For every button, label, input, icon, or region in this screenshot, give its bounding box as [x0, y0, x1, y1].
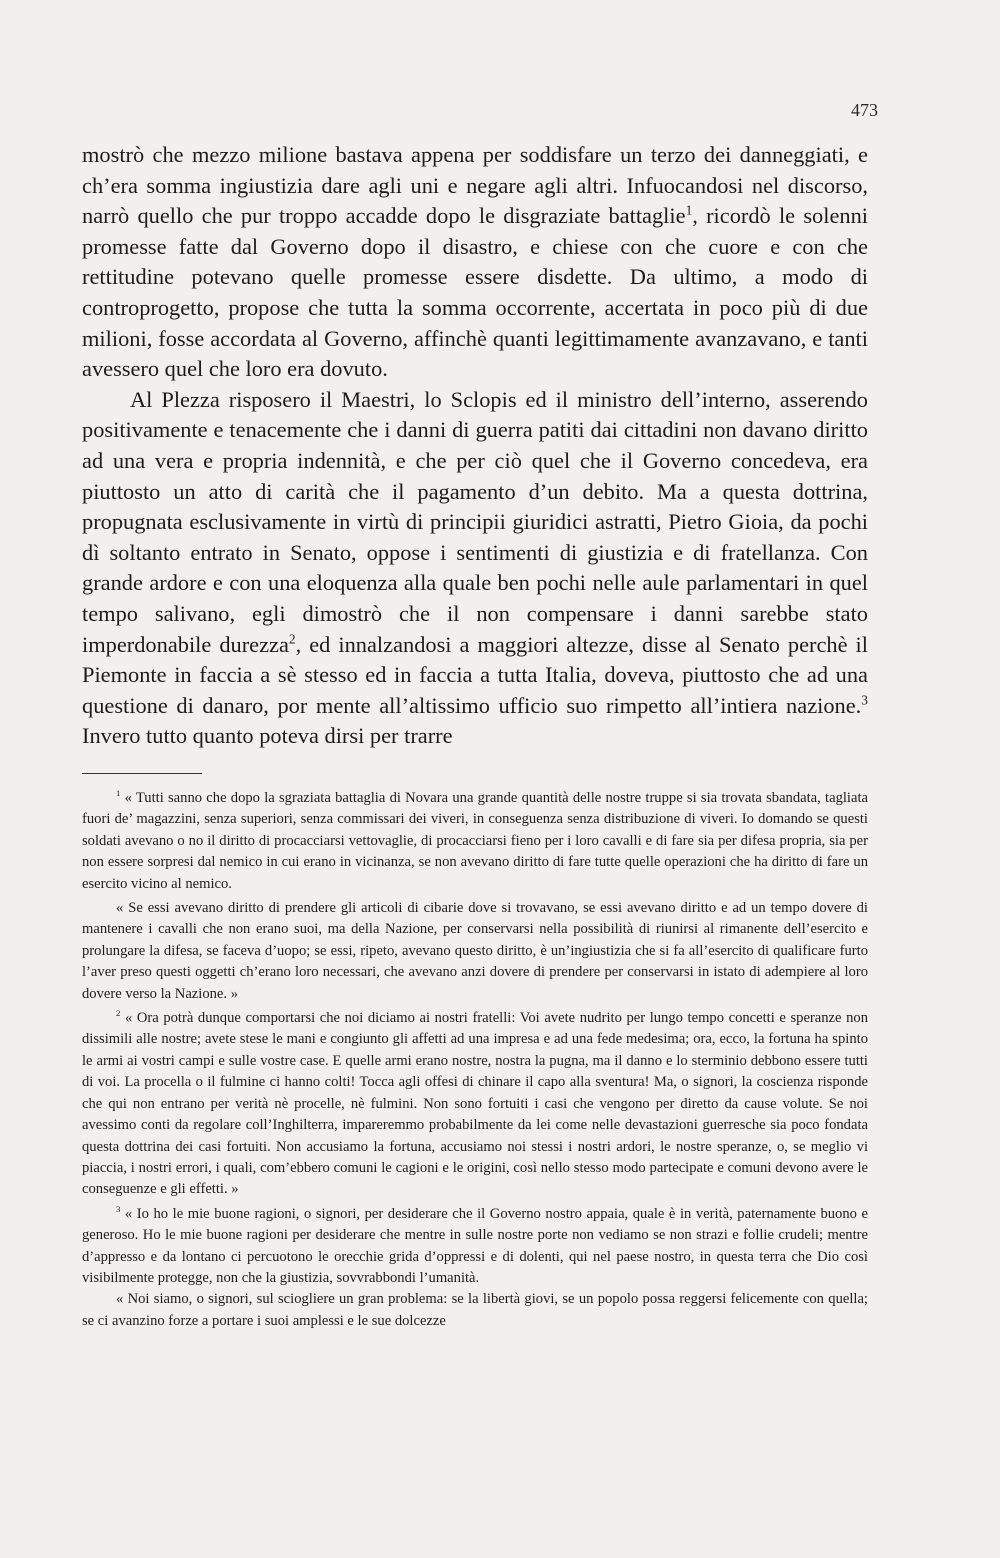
- paragraph-1-text: mostrò che mezzo milione bastava appena per soddisfare un terzo dei danneggiati, e ch’era somma ingiustizia dare agli uni e negare agli altri. Infuocandosi nel discorso, narrò quello che pur troppo accadde dopo le disgraziate battaglie: [82, 142, 868, 229]
- footnote-1: [82, 788, 868, 895]
- footnote-3-text: « Io ho le mie buone ragioni, o signori, per desiderare che il Governo nostro appaia, quale è in verità, paternamente buono e generoso. Ho le mie buone ragioni per desiderare che mentre in sulle nostre porte non vediamo se non strazi e follie crudeli; mentre d’appresso e da lontano ci percuotono le orecchie grida d’oppressi e di dolenti, qui nel paese nostro, in questa terra che Dio così visibilmente protegge, non che la giustizia, sovvrabbondi l’umanità.: [82, 1205, 868, 1286]
- footnote-2: [82, 1008, 868, 1201]
- paragraph-1: [82, 140, 868, 385]
- footnote-3-mark: 3: [116, 1203, 121, 1214]
- footnote-3-continued: « Noi siamo, o signori, sul sciogliere un gran problema: se la libertà giovi, se un popolo possa reggersi felicemente con quella; se ci avanzino forze a portare i suoi amplessi e le sue dolcezze: [82, 1291, 868, 1329]
- footnote-2-mark: 2: [116, 1008, 121, 1019]
- paragraph-1-text-cont: , ricordò le solenni promesse fatte dal Governo dopo il disastro, e chiese con che cuore e con che rettitudine potevano quelle promesse essere disdette. Da ultimo, a modo di controprogetto, propose che tutta la somma occorrente, accertata in poco più di due milioni, fosse accordata al Governo, affinchè quanti legittimamente avanzavano, e tanti avessero quel che loro era dovuto.: [82, 203, 869, 382]
- footnote-3: [82, 1204, 868, 1290]
- page-number: 473: [851, 100, 878, 120]
- footnotes: [82, 788, 868, 1332]
- footnote-2-text: « Ora potrà dunque comportarsi che noi diciamo ai nostri fratelli: Voi avete nudrito per lungo tempo concetti e speranze non dissimili alle nostre; avete stese le mani e congiunto gli affetti ad una impresa e ad una fede medesima; ora, ecco, la fortuna ha spinto le armi ai vostri campi e sulle vostre case. E quelle armi erano nostre, nostra la pugna, ma il danno e lo sterminio debbono essere tutti di voi. La procella o il fulmine ci hanno colti! Tocca agli offesi di chinare il capo alla sventura! Ma, o signori, la coscienza risponde che qui non entrano per verità nè procelle, nè fulmini. Non sono fortuiti i casi che vengono per diretto da cause volute. Se noi avessimo conti da regolare coll’Inghilterra, impareremmo probabilmente da lei come nelle devastazioni guerresche sia poco fondata questa dottrina dei casi fortuiti. Non accusiamo la fortuna, accusiamo noi stessi i nostri ardori, le nostre speranze, o, se meglio vi piaccia, i nostri errori, i quali, com’ebbero comuni le cagioni e le origini, così nello stesso modo partecipate e comuni devono avere le conseguenze e gli effetti. »: [82, 1010, 868, 1198]
- footnote-1-text: « Tutti sanno che dopo la sgraziata battaglia di Novara una grande quantità delle nostre truppe si sia trovata sbandata, tagliata fuori de’ magazzini, senza superiori, senza commissari dei viveri, in conseguenza senza distribuzione di viveri. Io domando se questi soldati avevano o no il diritto di procacciarsi vettovaglie, di procacciarsi fieno per i loro cavalli e di fare sia per difesa propria, sia per non essere sorpresi dal nemico in cui erano in vicinanza, se non avevano diritto di fare tutte quelle operazioni che ha diritto di fare un esercito vicino al nemico.: [82, 790, 868, 892]
- footnote-ref-3[interactable]: 3: [861, 692, 868, 708]
- footnote-ref-1[interactable]: 1: [685, 202, 693, 218]
- paragraph-2-text: Al Plezza risposero il Maestri, lo Sclopis ed il ministro dell’interno, asserendo positivamente e tenacemente che i danni di guerra patiti dai cittadini non davano diritto ad una vera e propria indennità, e che per ciò quel che il Governo concedeva, era piuttosto un atto di carità che il pagamento d’un debito. Ma a questa dottrina, propugnata esclusivamente in virtù di principii giuridici astratti, Pietro Gioia, da pochi dì soltanto entrato in Senato, oppose i sentimenti di giustizia e di fratellanza. Con grande ardore e con una eloquenza alla quale ben pochi nelle aule parlamentari in quel tempo salivano, egli dimostrò che il non compensare i danni sarebbe stato imperdonabile durezza: [82, 386, 868, 657]
- footnote-1-mark: 1: [116, 788, 121, 799]
- paragraph-2: [82, 385, 868, 752]
- paragraph-2-text-cont: , ed innalzandosi a maggiori altezze, disse al Senato perchè il Piemonte in faccia a sè stesso ed in faccia a tutta Italia, doveva, piuttosto che ad una questione di danaro, por mente all’altissimo ufficio suo rimpetto all’intiera nazione.: [82, 631, 868, 718]
- footnote-separator: [82, 773, 202, 774]
- main-text: [82, 140, 868, 752]
- footnote-ref-2[interactable]: 2: [288, 631, 296, 647]
- footnote-1-continued: « Se essi avevano diritto di prendere gli articoli di cibarie dove si trovavano, se essi avevano diritto e ad un tempo dovere di mantenere i cavalli che non erano suoi, ma della Nazione, per conservarsi nella possibilità di riunirsi al rimanente dell’esercito e prolungare la difesa, se faceva d’uopo; se essi, ripeto, avevano questo diritto, è un’ingiustizia che si fa all’esercito di qualificare furto l’aver preso questi oggetti ch’erano loro necessari, che avevano anzi dovere di prendere per conservarsi in istato di adempiere al loro dovere verso la Nazione. »: [82, 900, 868, 1002]
- paragraph-2-text-end: Invero tutto quanto poteva dirsi per trarre: [82, 723, 453, 749]
